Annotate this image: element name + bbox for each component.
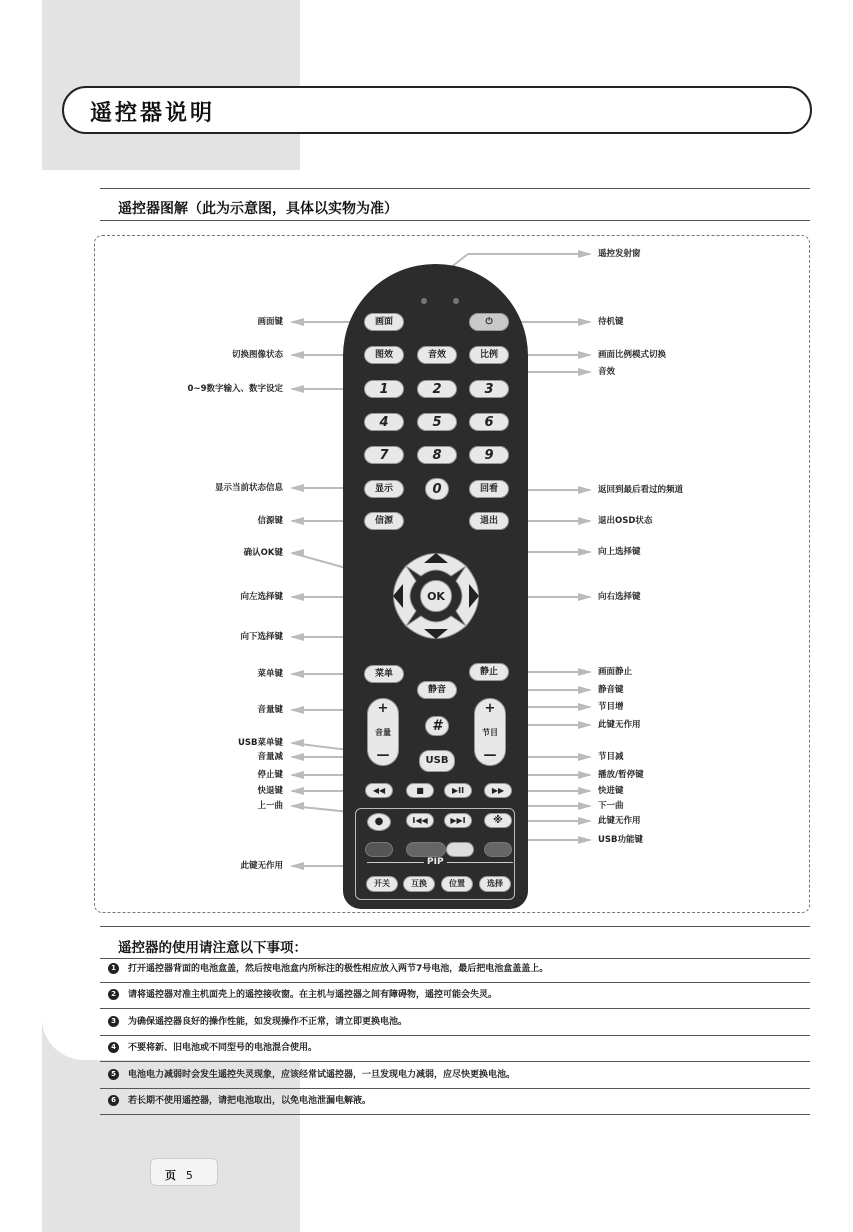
label-volume-minus: 音量减 <box>257 752 283 762</box>
color-key-yellow[interactable] <box>446 842 474 857</box>
label-right-key: 向右选择键 <box>598 592 641 602</box>
label-screen-key: 画面键 <box>257 317 283 327</box>
stop-button[interactable]: ■ <box>406 783 434 798</box>
number-6-button[interactable]: 6 <box>469 413 509 431</box>
mute-button[interactable]: 静音 <box>417 681 457 699</box>
channel-plus-button[interactable]: + <box>484 701 496 716</box>
image-mode-button[interactable]: 图效 <box>364 346 404 364</box>
pip-swap-button[interactable]: 互换 <box>403 876 435 892</box>
label-exit-osd: 退出OSD状态 <box>598 516 653 526</box>
label-freeze: 画面静止 <box>598 667 633 677</box>
usage-note: 不要将新、旧电池或不同型号的电池混合使用。 <box>128 1043 318 1053</box>
label-stop-key: 停止键 <box>257 770 283 780</box>
pip-position-button[interactable]: 位置 <box>441 876 473 892</box>
number-7-button[interactable]: 7 <box>364 446 404 464</box>
display-button[interactable]: 显示 <box>364 480 404 498</box>
label-recall: 返回到最后看过的频道 <box>598 485 684 495</box>
divider <box>100 1088 810 1089</box>
record-button[interactable] <box>367 813 391 831</box>
label-usb-menu: USB菜单键 <box>237 738 283 748</box>
note-number-badge: 4 <box>108 1042 119 1053</box>
note-number-badge: 2 <box>108 989 119 1000</box>
number-4-button[interactable]: 4 <box>364 413 404 431</box>
usage-section-title: 遥控器的使用请注意以下事项： <box>118 940 307 956</box>
label-image-mode: 切换图像状态 <box>231 350 283 360</box>
label-previous-track: 上一曲 <box>257 801 283 811</box>
divider <box>100 1114 810 1115</box>
label-ir-window: 遥控发射窗 <box>598 249 641 259</box>
fast-forward-button[interactable]: ▶▶ <box>484 783 512 798</box>
divider <box>100 1035 810 1036</box>
usage-note: 电池电力减弱时会发生遥控失灵现象，应该经常试遥控器，一旦发现电力减弱，应尽快更换电池。 <box>128 1070 516 1080</box>
label-usb-function: USB功能键 <box>598 835 644 845</box>
label-left-key: 向左选择键 <box>240 592 283 602</box>
aspect-ratio-button[interactable]: 比例 <box>469 346 509 364</box>
usage-note: 为确保遥控器良好的操作性能，如发现操作不正常，请立即更换电池。 <box>128 1017 408 1027</box>
label-down-key: 向下选择键 <box>240 632 283 642</box>
menu-button[interactable]: 菜单 <box>364 665 404 683</box>
divider <box>100 188 810 189</box>
diagram-section-title: 遥控器图解（此为示意图，具体以实物为准） <box>118 201 398 217</box>
number-2-button[interactable]: 2 <box>417 380 457 398</box>
volume-label: 音量 <box>375 727 391 737</box>
label-standby-key: 待机键 <box>598 317 624 327</box>
number-9-button[interactable]: 9 <box>469 446 509 464</box>
signal-source-button[interactable]: 信源 <box>364 512 404 530</box>
ok-button[interactable]: OK <box>420 580 452 612</box>
label-star-no-function: 此键无作用 <box>598 816 641 826</box>
page-title: 遥控器说明 <box>90 101 216 126</box>
note-number-badge: 5 <box>108 1069 119 1080</box>
hash-button[interactable]: # <box>425 716 449 736</box>
screen-button[interactable]: 画面 <box>364 313 404 331</box>
usb-button[interactable]: USB <box>419 750 455 772</box>
label-fast-forward: 快进键 <box>598 786 624 796</box>
star-button[interactable]: ※ <box>484 813 512 828</box>
label-channel-minus: 节目减 <box>598 752 624 762</box>
usage-note: 若长期不使用遥控器，请把电池取出，以免电池泄漏电解液。 <box>128 1096 372 1106</box>
usage-note: 打开遥控器背面的电池盒盖，然后按电池盒内所标注的极性相应放入两节7号电池，最后把电池盒盖盖上。 <box>128 964 549 974</box>
color-key-red[interactable] <box>365 842 393 857</box>
ir-window-led <box>421 298 427 304</box>
label-ok-key: 确认OK键 <box>243 548 283 558</box>
label-volume-key: 音量键 <box>257 705 283 715</box>
divider <box>100 1061 810 1062</box>
divider <box>100 220 810 221</box>
number-0-button[interactable]: 0 <box>425 478 449 500</box>
exit-button[interactable]: 退出 <box>469 512 509 530</box>
label-next-track: 下一曲 <box>598 801 624 811</box>
channel-label: 节目 <box>482 727 498 737</box>
label-aspect-ratio: 画面比例模式切换 <box>598 350 667 360</box>
label-channel-plus: 节目增 <box>598 702 624 712</box>
label-number-keys: 0~9数字输入、数字设定 <box>187 384 283 394</box>
note-number-badge: 1 <box>108 963 119 974</box>
pip-select-button[interactable]: 选择 <box>479 876 511 892</box>
label-hash-no-function: 此键无作用 <box>598 720 641 730</box>
page-number <box>165 1167 193 1183</box>
label-play-pause: 播放/暂停键 <box>598 770 644 780</box>
divider <box>100 926 810 927</box>
divider <box>100 1008 810 1009</box>
number-8-button[interactable]: 8 <box>417 446 457 464</box>
label-mute-key: 静音键 <box>598 685 624 695</box>
number-5-button[interactable]: 5 <box>417 413 457 431</box>
usage-note: 请将遥控器对准主机面壳上的遥控接收窗。在主机与遥控器之间有障碍物，遥控可能会失灵。 <box>128 990 498 1000</box>
label-rewind-key: 快退键 <box>257 786 283 796</box>
recall-button[interactable]: 回看 <box>469 480 509 498</box>
rewind-button[interactable]: ◀◀ <box>365 783 393 798</box>
channel-minus-button[interactable]: — <box>483 748 497 763</box>
divider <box>100 958 810 959</box>
previous-track-button[interactable]: I◀◀ <box>406 813 434 828</box>
number-3-button[interactable]: 3 <box>469 380 509 398</box>
pip-switch-button[interactable]: 开关 <box>366 876 398 892</box>
play-pause-button[interactable]: ▶II <box>444 783 472 798</box>
record-icon: ● <box>374 816 384 827</box>
page-label: 页 <box>165 1169 176 1182</box>
divider <box>100 982 810 983</box>
freeze-button[interactable]: 静止 <box>469 663 509 681</box>
label-up-key: 向上选择键 <box>598 547 641 557</box>
ir-window-led <box>453 298 459 304</box>
volume-plus-button[interactable]: + <box>377 701 389 716</box>
number-1-button[interactable]: 1 <box>364 380 404 398</box>
label-no-function: 此键无作用 <box>240 861 283 871</box>
color-key-green[interactable] <box>406 842 446 857</box>
color-key-blue[interactable] <box>484 842 512 857</box>
label-menu-key: 菜单键 <box>257 669 283 679</box>
power-button[interactable]: ⏻ <box>469 313 509 331</box>
label-sound-mode: 音效 <box>598 367 616 377</box>
channel-rocker[interactable] <box>474 698 506 766</box>
label-display-info: 显示当前状态信息 <box>214 483 283 493</box>
page-header <box>62 86 812 134</box>
sound-mode-button[interactable]: 音效 <box>417 346 457 364</box>
volume-rocker[interactable] <box>367 698 399 766</box>
next-track-button[interactable]: ▶▶I <box>444 813 472 828</box>
note-number-badge: 3 <box>108 1016 119 1027</box>
label-signal-source: 信源键 <box>257 516 283 526</box>
pip-label: PIP <box>424 857 447 867</box>
page-number-value: 5 <box>185 1169 193 1182</box>
note-number-badge: 6 <box>108 1095 119 1106</box>
volume-minus-button[interactable]: — <box>376 748 390 763</box>
